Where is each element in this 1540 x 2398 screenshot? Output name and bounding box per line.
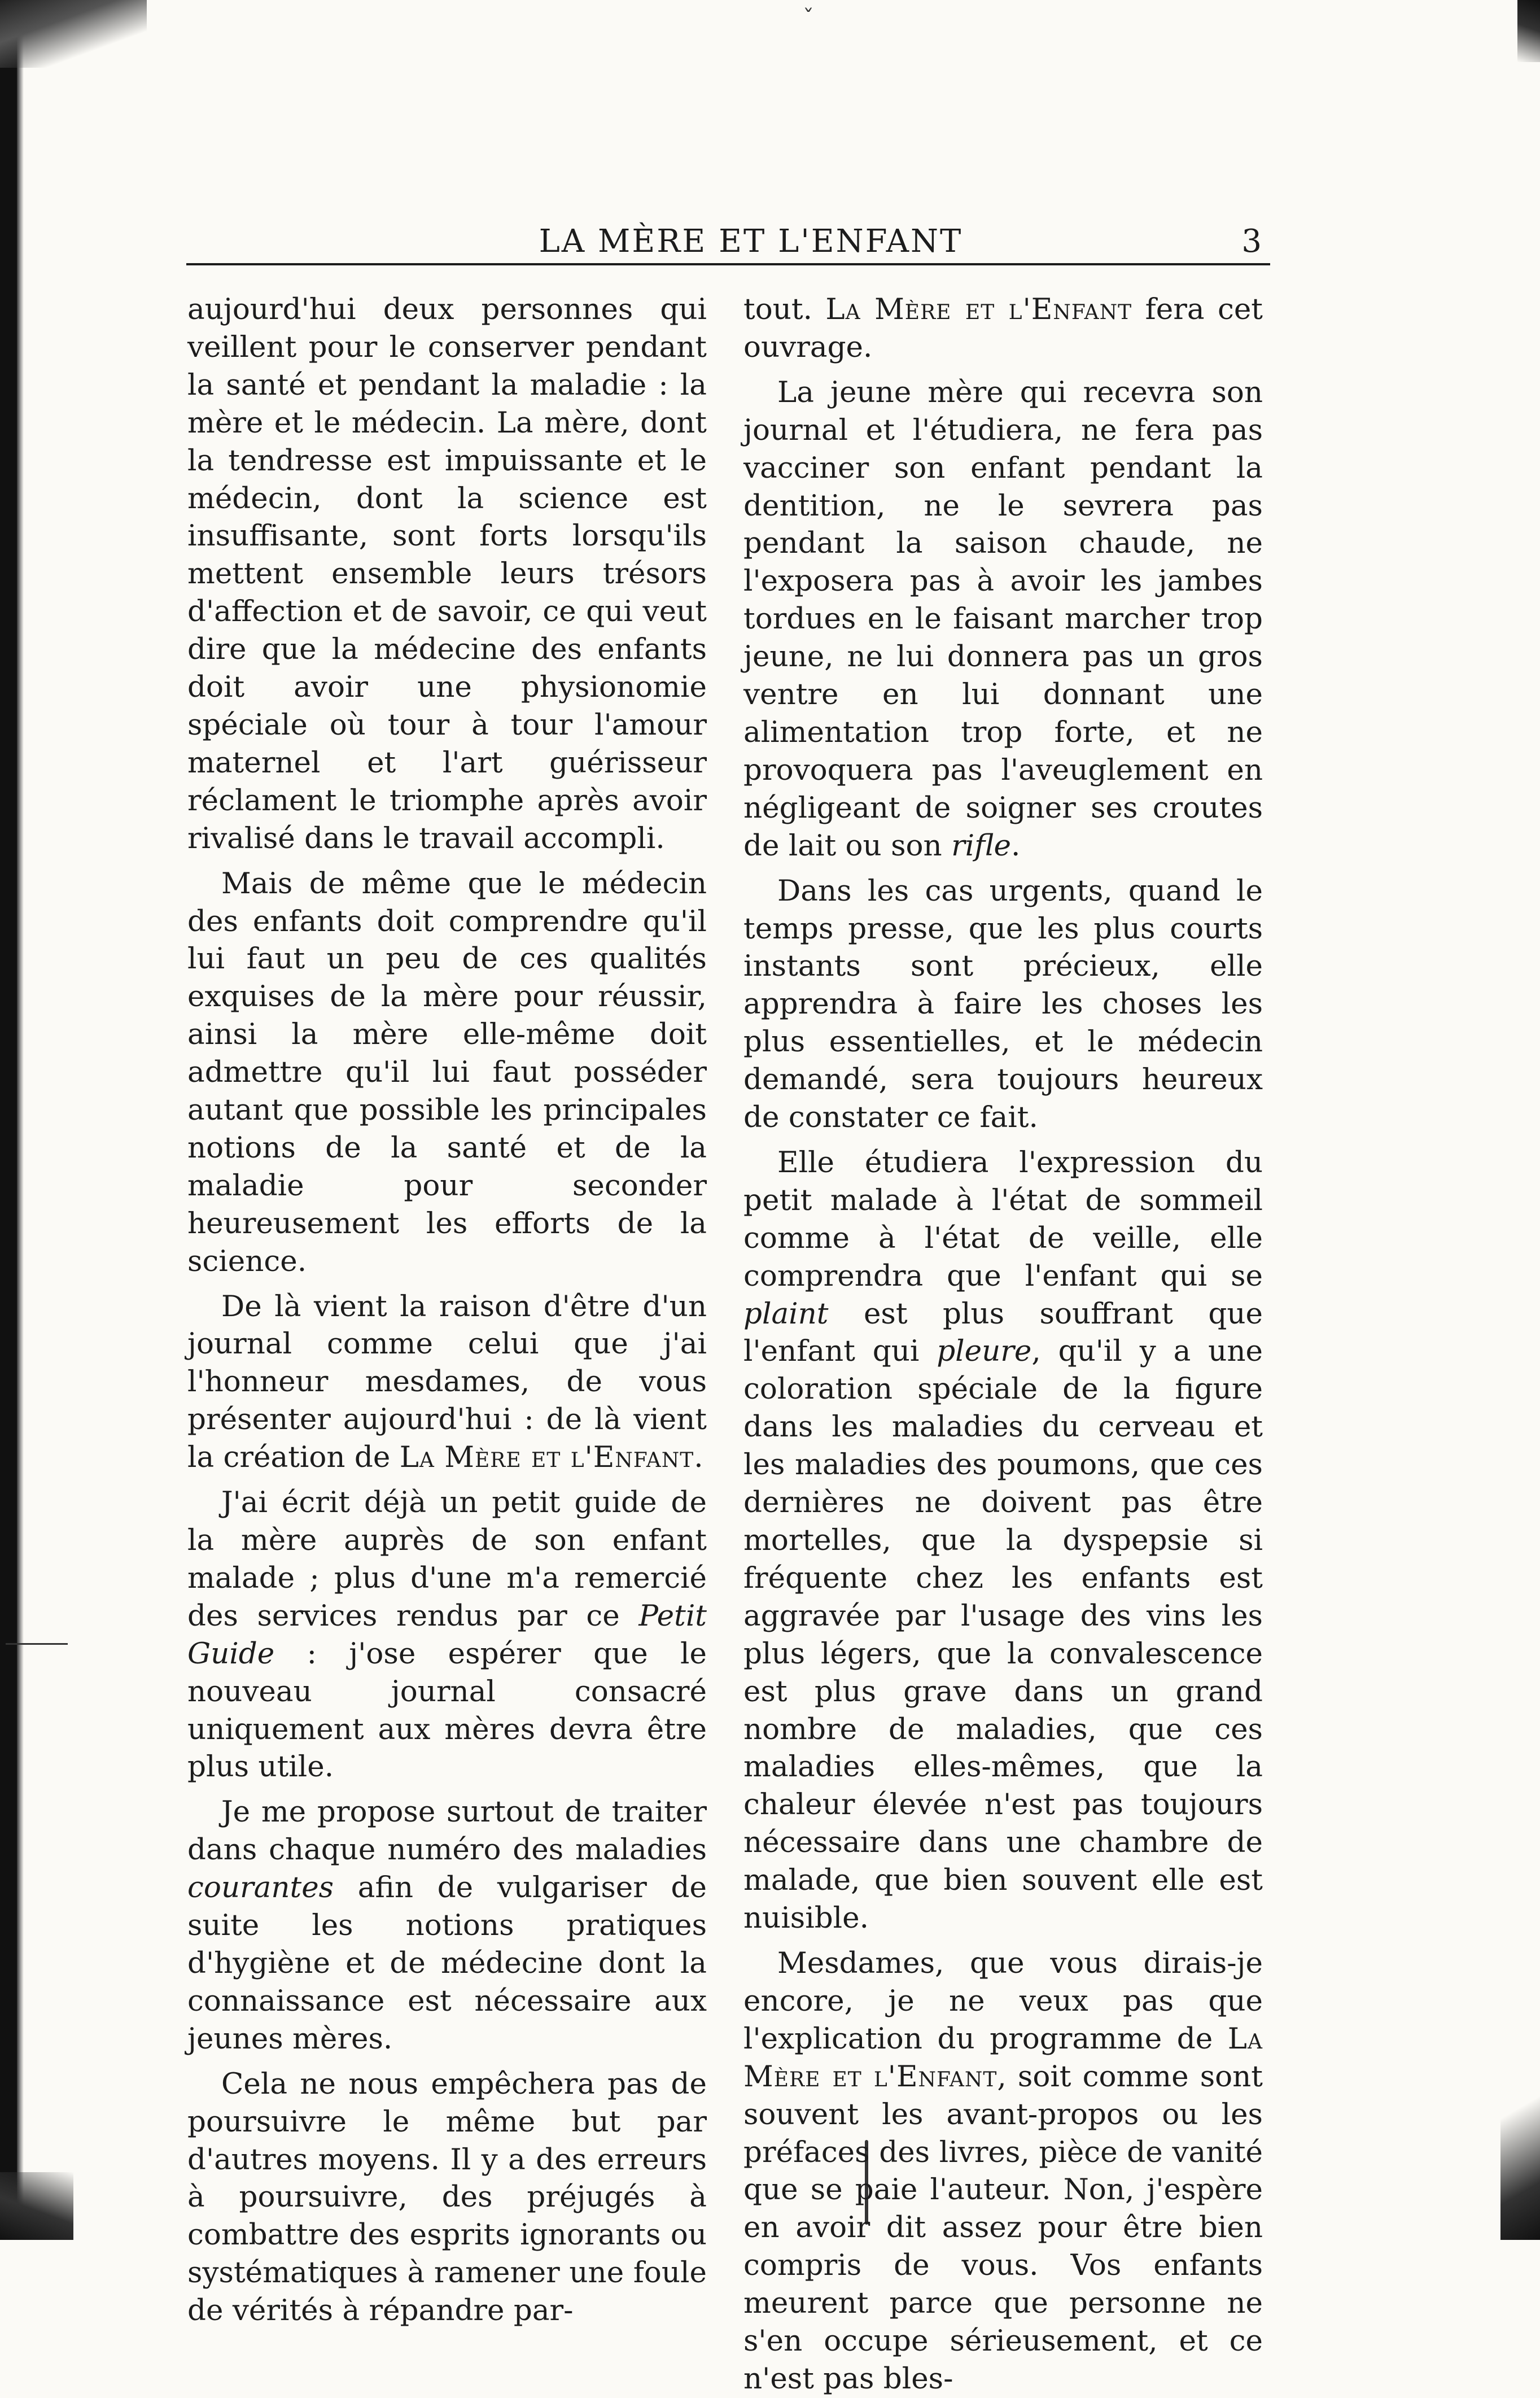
text-run: , qu'il y a une coloration spéciale de la figure dans les maladies du cerveau et les maladies des poumons, que ces dernières ne doivent pas être mortelles, que la dyspepsie si fréquente chez les enfants est aggravée par l'usage des vins les plus légers, que la convalescence est plus grave dans un grand nombre de maladies, que ces maladies elles-mêmes, que la chaleur élevée n'est pas toujours nécessaire dans une chambre de malade, que bien souvent elle est nuisible. xyxy=(743,1334,1263,1936)
emphasis: rifle xyxy=(951,828,1011,863)
page-corner-shadow-bottom-left xyxy=(0,2172,73,2240)
text-run: afin de vulgariser de suite les notions pratiques d'hygiène et de médecine dont la connaissance est nécessaire aux jeunes mères. xyxy=(187,1871,707,2056)
paragraph xyxy=(743,1945,1263,2398)
journal-title: La Mère et l'Enfant xyxy=(743,2021,1263,2094)
page-number: 3 xyxy=(1241,223,1262,260)
text-run: tout. xyxy=(743,292,812,326)
guide-title: Petit Guide xyxy=(187,1598,707,1671)
binding-shadow xyxy=(17,0,24,2240)
emphasis: courantes xyxy=(187,1871,334,1905)
page-corner-shadow-bottom-right xyxy=(1500,2071,1540,2240)
text-run: Mesdames, que vous dirais-je encore, je ne veux pas que l'explication du programme de xyxy=(743,1946,1263,2056)
text-run: Cela ne nous empêchera pas de poursuivre le même but par d'autres moyens. Il y a des erreurs à poursuivre, des préjugés à combattre des esprits ignorants ou systématiques à ramener une foule de vérités à répandre par- xyxy=(187,2067,707,2328)
text-run: La jeune mère qui recevra son journal et l'étudiera, ne fera pas vacciner son enfant pendant la dentition, ne le sevrera pas pendant la saison chaude, ne l'exposera pas à avoir les jambes tordues en le faisant marcher trop jeune, ne lui donnera pas un gros ventre en lui donnant une alimentation trop forte, et ne provoquera pas l'aveuglement en négligeant de soigner ses croutes de lait ou son xyxy=(743,375,1263,863)
paragraph xyxy=(743,291,1263,366)
paragraph xyxy=(743,1144,1263,1937)
text-run: De là vient la raison d'être d'un journal comme celui que j'ai l'honneur mesdames, de vous présenter aujourd'hui : de là vient la création de xyxy=(187,1289,707,1475)
paragraph xyxy=(187,865,707,1281)
margin-mark xyxy=(6,1643,68,1645)
text-run: , soit comme sont souvent les avant-propos ou les préfaces des livres, pièce de vanité que se paie l'auteur. Non, j'espère en avoir dit assez pour être bien compris de vous. Vos enfants meurent parce que personne ne s'en occupe sérieusement, et ce n'est pas bles- xyxy=(743,2059,1263,2396)
running-title: LA MÈRE ET L'ENFANT xyxy=(539,223,963,260)
right-column xyxy=(743,291,1263,2398)
book-binding-edge xyxy=(0,0,17,2240)
emphasis: plaint xyxy=(743,1296,829,1331)
text-run: : j'ose espérer que le nouveau journal consacré uniquement aux mères devra être plus utile. xyxy=(187,1636,707,1784)
text-run: Mais de même que le médecin des enfants doit comprendre qu'il lui faut un peu de ces qualités exquises de la mère pour réussir, ainsi la mère elle-même doit admettre qu'il lui faut posséder autant que possible les principales notions de la santé et de la maladie pour seconder heureusement les efforts de la science. xyxy=(187,866,707,1278)
text-run: . xyxy=(1010,828,1021,863)
left-column xyxy=(187,291,707,2330)
text-run: est plus souffrant que l'enfant qui xyxy=(743,1296,1263,1369)
text-run: . xyxy=(694,1440,703,1475)
paragraph xyxy=(187,1793,707,2058)
text-run: Je me propose surtout de traiter dans chaque numéro des maladies xyxy=(187,1795,707,1867)
header-rule xyxy=(186,263,1270,265)
page-corner-shadow-top-right xyxy=(1517,0,1540,62)
paragraph xyxy=(743,374,1263,865)
top-ink-mark: ˇ xyxy=(803,6,814,32)
page-corner-shadow-top-left xyxy=(0,0,147,68)
paragraph xyxy=(743,872,1263,1137)
journal-title: La Mère et l'Enfant xyxy=(399,1440,694,1475)
text-run: Dans les cas urgents, quand le temps presse, que les plus courts instants sont précieux, elle apprendra à faire les choses les plus essentielles, et le médecin demandé, sera toujours heureux de constater ce fait. xyxy=(743,873,1263,1135)
paragraph xyxy=(187,1288,707,1477)
paragraph xyxy=(187,1484,707,1786)
text-run: Elle étudiera l'expression du petit malade à l'état de sommeil comme à l'état de veille, elle comprendra que l'enfant qui se xyxy=(743,1145,1263,1293)
paragraph xyxy=(187,2065,707,2330)
journal-title: La Mère et l'Enfant xyxy=(825,292,1132,326)
page-header xyxy=(186,217,1315,268)
emphasis: pleure xyxy=(937,1334,1032,1369)
text-run: J'ai écrit déjà un petit guide de la mère auprès de son enfant malade ; plus d'une m'a remercié des services rendus par ce xyxy=(187,1486,707,1633)
text-run: fera cet ouvrage. xyxy=(743,292,1263,364)
text-run: aujourd'hui deux personnes qui veillent pour le conserver pendant la santé et pendant la maladie : la mère et le médecin. La mère, dont la tendresse est impuissante et le médecin, dont la science est insuffisante, sont forts lorsqu'ils mettent ensemble leurs trésors d'affection et de savoir, ce qui veut dire que la médecine des enfants doit avoir une physionomie spéciale où tour à tour l'amour maternel et l'art guérisseur réclament le triomphe après avoir rivalisé dans le travail accompli. xyxy=(187,292,707,855)
paragraph xyxy=(187,291,707,858)
